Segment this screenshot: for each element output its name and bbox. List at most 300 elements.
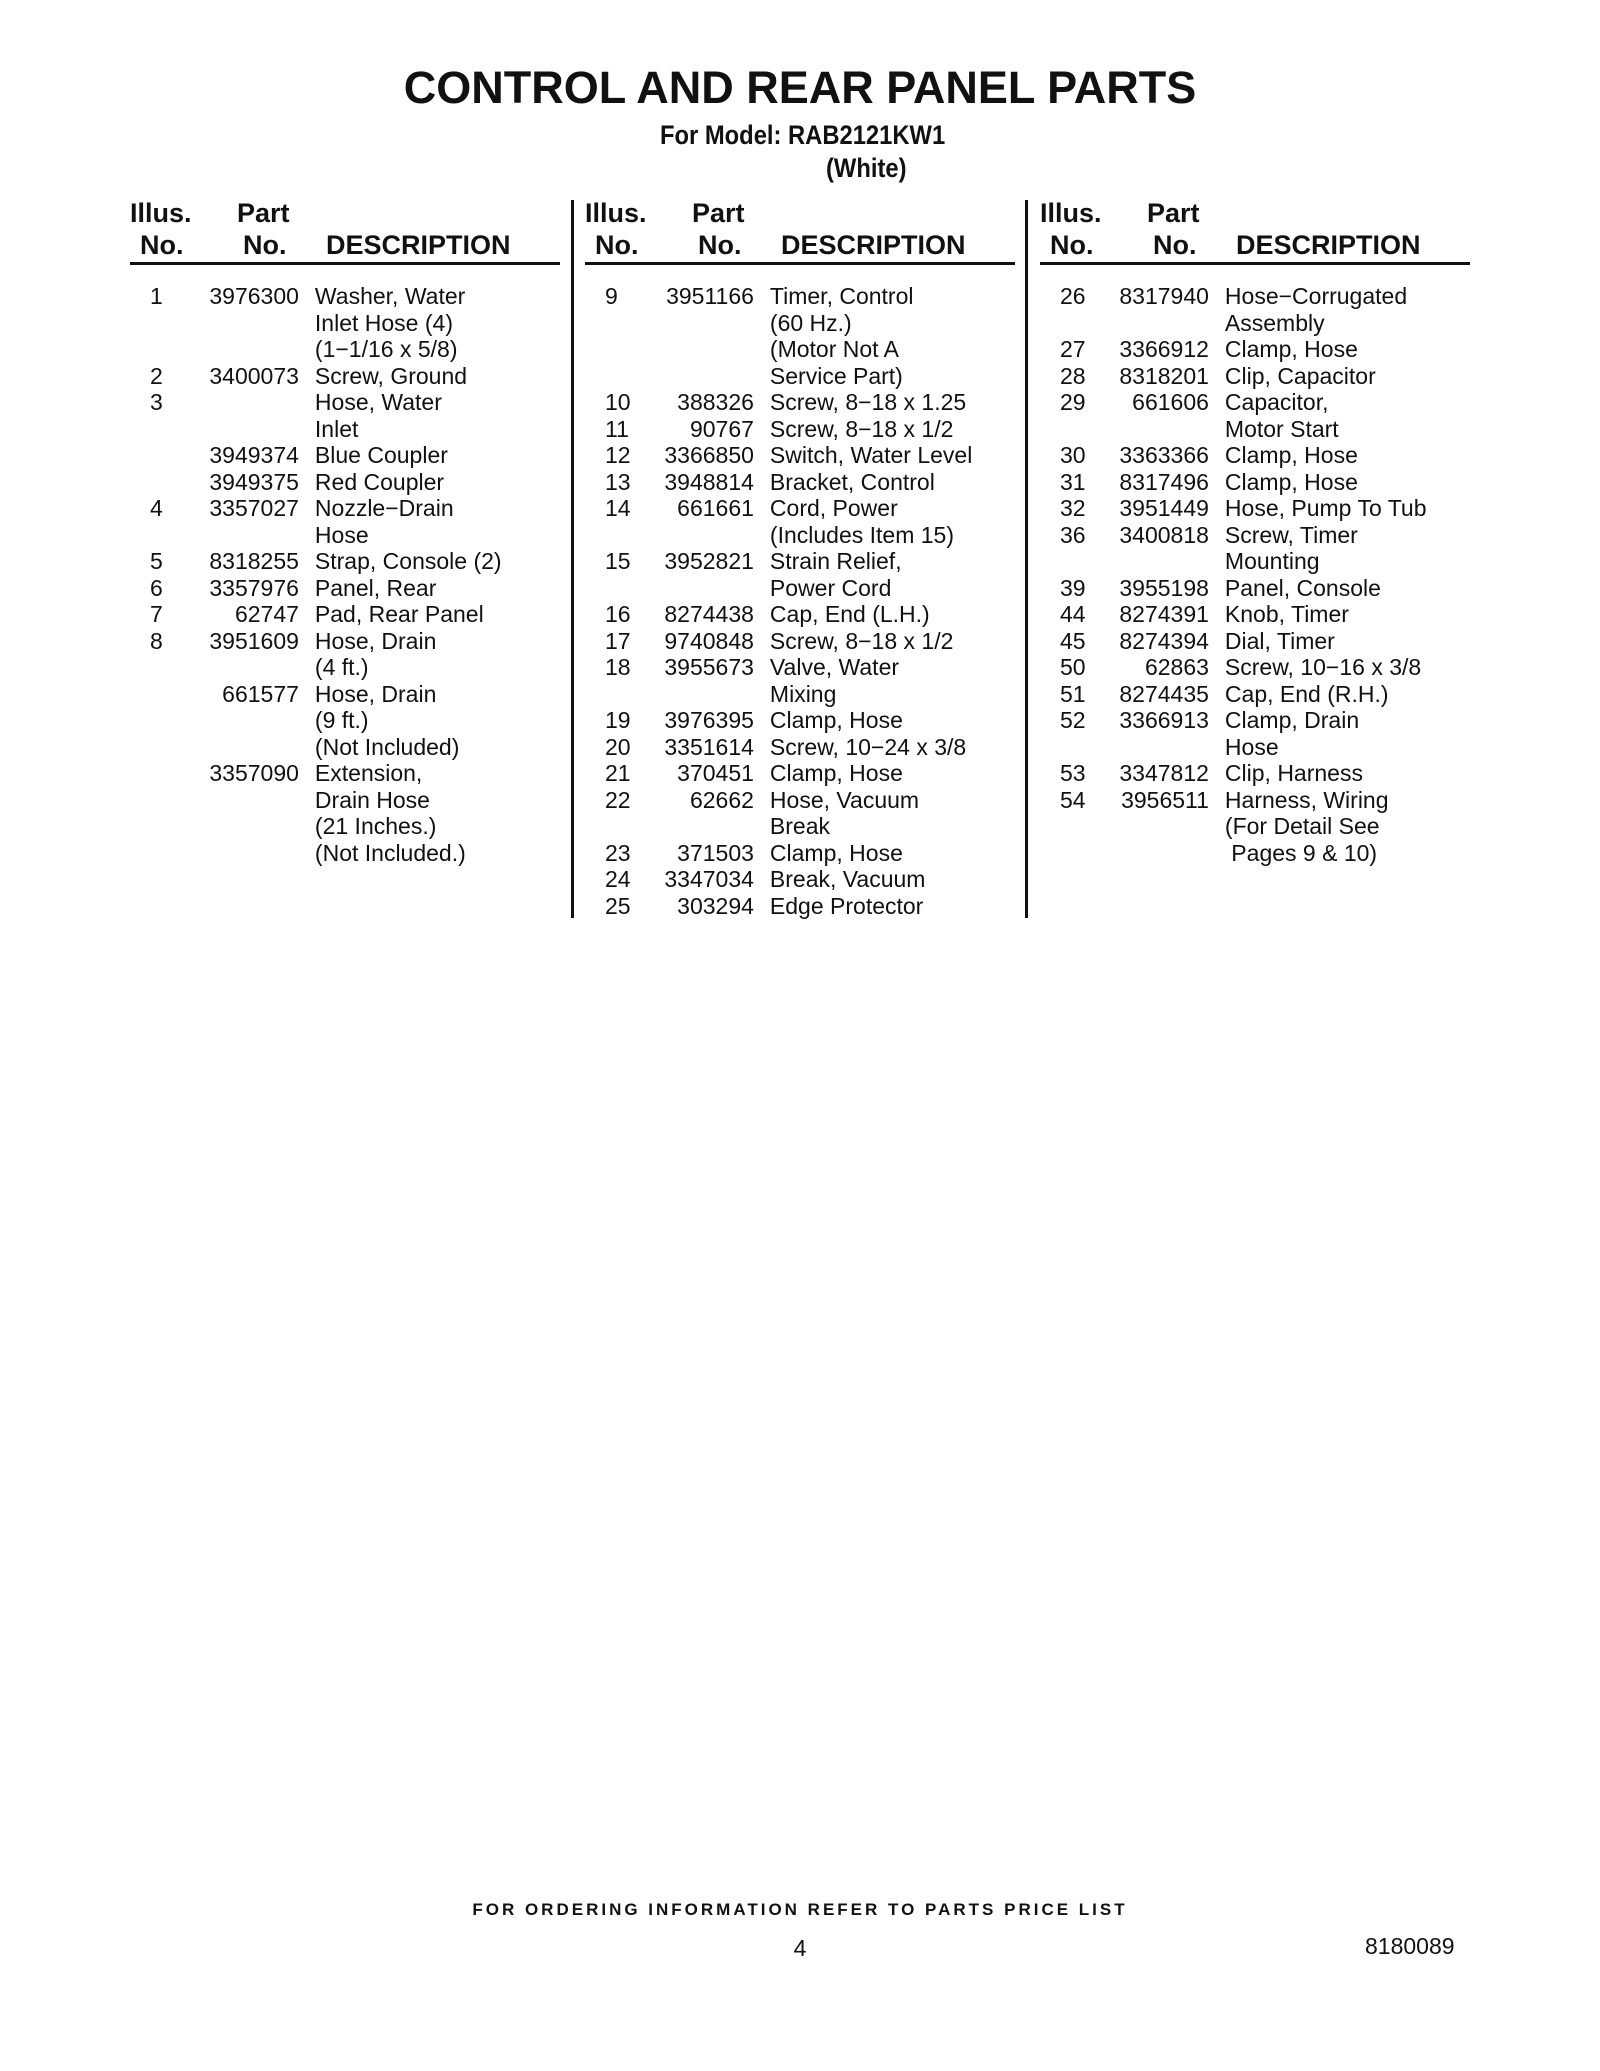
part-description: (21 Inches.) xyxy=(314,813,437,839)
illus-number: 1 xyxy=(150,283,163,309)
illus-number: 31 xyxy=(1060,468,1086,495)
table-row xyxy=(1040,575,1470,602)
part-number: 3976395 xyxy=(664,707,754,733)
illus-number: 2 xyxy=(150,362,163,389)
part-number: 3955198 xyxy=(1119,574,1209,601)
part-number: 62863 xyxy=(1144,654,1209,680)
table-row xyxy=(1040,707,1470,734)
part-number: 8274394 xyxy=(1119,627,1209,654)
part-number: 8317940 xyxy=(1119,283,1209,309)
part-description: Screw, 8−18 x 1/2 xyxy=(769,415,954,442)
part-description: (4 ft.) xyxy=(314,654,369,680)
table-row xyxy=(585,734,1015,761)
illus-number: 50 xyxy=(1060,654,1086,680)
part-number xyxy=(1092,734,1209,761)
illus-number xyxy=(585,336,637,363)
illus-number xyxy=(1040,734,1092,761)
part-number: 3357027 xyxy=(209,495,299,521)
part-description: Assembly xyxy=(1224,309,1325,336)
part-description: Pad, Rear Panel xyxy=(314,601,484,627)
parts-rows xyxy=(585,283,1015,919)
table-row xyxy=(130,336,560,363)
illus-number: 16 xyxy=(605,601,631,627)
part-description: Screw, 10−24 x 3/8 xyxy=(769,733,967,760)
part-number xyxy=(1092,548,1209,575)
part-number: 3949374 xyxy=(209,442,299,468)
part-description: (Not Included.) xyxy=(314,839,466,866)
table-row xyxy=(1040,760,1470,787)
part-number xyxy=(637,681,754,708)
table-row xyxy=(130,628,560,655)
table-row xyxy=(1040,363,1470,390)
part-number xyxy=(637,310,754,337)
part-number: 3955673 xyxy=(664,654,754,680)
illus-header-bottom: No. xyxy=(1050,230,1094,260)
illus-number: 9 xyxy=(605,283,618,309)
table-row xyxy=(585,336,1015,363)
table-row xyxy=(1040,469,1470,496)
illus-number xyxy=(1040,813,1092,840)
table-row xyxy=(585,654,1015,681)
part-number: 3366912 xyxy=(1119,336,1209,362)
table-row xyxy=(130,310,560,337)
part-description: Clip, Capacitor xyxy=(1224,362,1376,389)
table-row xyxy=(1040,548,1470,575)
part-description: Inlet xyxy=(314,415,359,442)
table-row xyxy=(585,760,1015,787)
illus-number: 10 xyxy=(605,389,631,415)
part-description: Service Part) xyxy=(769,362,903,389)
table-row xyxy=(130,548,560,575)
table-row xyxy=(1040,416,1470,443)
part-number xyxy=(182,813,299,840)
table-row xyxy=(585,866,1015,893)
part-number: 371503 xyxy=(677,839,754,866)
part-number: 8318201 xyxy=(1119,362,1209,389)
column-divider xyxy=(571,200,574,918)
part-number: 661661 xyxy=(677,495,754,521)
table-row xyxy=(130,469,560,496)
part-description: Bracket, Control xyxy=(769,468,935,495)
part-description: Inlet Hose (4) xyxy=(314,309,453,336)
table-row xyxy=(1040,522,1470,549)
illus-number xyxy=(1040,416,1092,443)
part-description: Clamp, Hose xyxy=(1224,336,1358,362)
part-header-bottom: No. xyxy=(698,230,742,260)
illus-number xyxy=(130,654,182,681)
part-number xyxy=(182,840,299,867)
part-description: Drain Hose xyxy=(314,786,430,813)
part-description: Break, Vacuum xyxy=(769,866,926,892)
illus-number: 29 xyxy=(1060,389,1086,415)
part-description: Panel, Rear xyxy=(314,574,437,601)
column-header xyxy=(1040,198,1470,262)
part-number xyxy=(182,522,299,549)
part-number xyxy=(182,734,299,761)
part-number xyxy=(637,813,754,840)
part-description: Break xyxy=(769,813,831,839)
part-number: 8318255 xyxy=(209,548,299,574)
illus-header-bottom: No. xyxy=(140,230,184,260)
header-rule xyxy=(585,262,1015,265)
illus-number: 30 xyxy=(1060,442,1086,468)
table-row xyxy=(130,389,560,416)
illus-number: 45 xyxy=(1060,627,1086,654)
illus-number xyxy=(130,442,182,469)
part-description: (1−1/16 x 5/8) xyxy=(314,336,458,362)
part-number: 3948814 xyxy=(664,468,754,495)
part-number: 3347812 xyxy=(1119,760,1209,786)
illus-number: 8 xyxy=(150,627,163,654)
illus-number: 13 xyxy=(605,468,631,495)
table-row xyxy=(130,283,560,310)
part-number xyxy=(637,575,754,602)
illus-number xyxy=(585,813,637,840)
part-number xyxy=(182,416,299,443)
column-header xyxy=(130,198,560,262)
illus-number: 20 xyxy=(605,733,631,760)
part-number: 9740848 xyxy=(664,627,754,654)
table-row xyxy=(1040,310,1470,337)
description-header: DESCRIPTION xyxy=(326,230,511,260)
part-description: Strap, Console (2) xyxy=(314,548,502,574)
table-row xyxy=(585,310,1015,337)
part-number: 62662 xyxy=(689,786,754,813)
illus-number xyxy=(130,681,182,708)
part-description: (Includes Item 15) xyxy=(769,521,955,548)
part-description: Clamp, Hose xyxy=(769,707,903,733)
table-row xyxy=(1040,628,1470,655)
part-number: 3366850 xyxy=(664,442,754,468)
part-description: Clip, Harness xyxy=(1224,760,1363,786)
part-number: 3357090 xyxy=(209,760,299,786)
part-number: 3951449 xyxy=(1119,495,1209,521)
page-number: 4 xyxy=(793,1935,807,1961)
part-description: Mixing xyxy=(769,680,837,707)
illus-number xyxy=(1040,310,1092,337)
table-row xyxy=(585,601,1015,628)
part-description: Clamp, Hose xyxy=(1224,442,1358,468)
table-row xyxy=(585,840,1015,867)
illus-number xyxy=(130,840,182,867)
illus-number: 18 xyxy=(605,654,631,680)
illus-number xyxy=(130,787,182,814)
part-header-top: Part xyxy=(237,198,290,228)
table-row xyxy=(130,813,560,840)
illus-header-top: Illus. xyxy=(130,198,192,228)
header-rule xyxy=(130,262,560,265)
illus-number: 28 xyxy=(1060,362,1086,389)
table-row xyxy=(585,548,1015,575)
part-number xyxy=(637,522,754,549)
part-description: Power Cord xyxy=(769,574,892,601)
illus-number: 51 xyxy=(1060,680,1086,707)
part-number: 62747 xyxy=(234,601,299,627)
part-description: Screw, 8−18 x 1.25 xyxy=(769,389,967,415)
part-description: Clamp, Drain xyxy=(1224,707,1360,733)
illus-number xyxy=(130,734,182,761)
part-description: Blue Coupler xyxy=(314,442,448,468)
part-number: 388326 xyxy=(677,389,754,415)
illus-number: 44 xyxy=(1060,601,1086,627)
part-description: Knob, Timer xyxy=(1224,601,1349,627)
part-description: Harness, Wiring xyxy=(1224,786,1389,813)
table-row xyxy=(585,522,1015,549)
table-row xyxy=(130,707,560,734)
table-row xyxy=(130,760,560,787)
illus-number xyxy=(1040,840,1092,867)
parts-column-3 xyxy=(1040,198,1470,866)
illus-number: 39 xyxy=(1060,574,1086,601)
table-row xyxy=(585,495,1015,522)
table-row xyxy=(130,416,560,443)
illus-number: 3 xyxy=(150,389,163,415)
part-description: Strain Relief, xyxy=(769,548,902,574)
illus-number: 12 xyxy=(605,442,631,468)
part-description: Edge Protector xyxy=(769,892,924,919)
part-description: Clamp, Hose xyxy=(769,760,903,786)
illus-number xyxy=(585,681,637,708)
illus-number xyxy=(130,416,182,443)
part-number: 3951609 xyxy=(209,627,299,654)
part-number: 3976300 xyxy=(209,283,299,309)
part-number: 3951166 xyxy=(666,283,754,309)
illus-number: 6 xyxy=(150,574,163,601)
illus-number xyxy=(585,310,637,337)
part-number: 8274438 xyxy=(664,601,754,627)
part-description: Screw, 10−16 x 3/8 xyxy=(1224,654,1422,680)
part-number: 661606 xyxy=(1132,389,1209,415)
part-number: 8274435 xyxy=(1119,680,1209,707)
table-row xyxy=(130,681,560,708)
table-row xyxy=(585,787,1015,814)
part-description: Washer, Water xyxy=(314,283,466,309)
header-rule xyxy=(1040,262,1470,265)
table-row xyxy=(1040,389,1470,416)
table-row xyxy=(1040,442,1470,469)
part-number xyxy=(182,310,299,337)
table-row xyxy=(1040,336,1470,363)
part-description: Hose, Drain xyxy=(314,627,437,654)
illus-number: 21 xyxy=(605,760,631,786)
table-row xyxy=(585,363,1015,390)
part-number: 3363366 xyxy=(1119,442,1209,468)
illus-header-top: Illus. xyxy=(585,198,647,228)
part-number xyxy=(1092,310,1209,337)
illus-header-bottom: No. xyxy=(595,230,639,260)
column-header xyxy=(585,198,1015,262)
part-description: Hose, Drain xyxy=(314,680,437,707)
part-description: Timer, Control xyxy=(769,283,914,309)
table-row xyxy=(585,893,1015,920)
part-description: (9 ft.) xyxy=(314,707,369,733)
part-description: (60 Hz.) xyxy=(769,309,852,336)
part-description: Cord, Power xyxy=(769,495,898,521)
table-row xyxy=(585,283,1015,310)
part-description: Motor Start xyxy=(1224,415,1339,442)
illus-number: 22 xyxy=(605,786,631,813)
description-header: DESCRIPTION xyxy=(1236,230,1421,260)
table-row xyxy=(130,442,560,469)
part-description: Clamp, Hose xyxy=(769,839,903,866)
part-number xyxy=(1092,416,1209,443)
table-row xyxy=(130,840,560,867)
part-description: Panel, Console xyxy=(1224,574,1381,601)
table-row xyxy=(130,601,560,628)
part-number xyxy=(182,336,299,363)
part-description: Clamp, Hose xyxy=(1224,468,1358,495)
table-row xyxy=(585,469,1015,496)
table-row xyxy=(1040,601,1470,628)
illus-number: 53 xyxy=(1060,760,1086,786)
part-number xyxy=(1092,840,1209,867)
illus-number: 23 xyxy=(605,839,631,866)
part-number: 661577 xyxy=(222,680,299,707)
table-row xyxy=(130,575,560,602)
part-description: Valve, Water xyxy=(769,654,900,680)
part-number: 3952821 xyxy=(664,548,754,574)
illus-number xyxy=(130,336,182,363)
part-number: 90767 xyxy=(689,415,754,442)
illus-number: 15 xyxy=(605,548,631,574)
part-description: Hose, Pump To Tub xyxy=(1224,495,1427,521)
table-row xyxy=(1040,840,1470,867)
part-number: 303294 xyxy=(677,892,754,919)
part-description: Extension, xyxy=(314,760,423,786)
table-row xyxy=(1040,787,1470,814)
table-row xyxy=(130,495,560,522)
part-header-top: Part xyxy=(1147,198,1200,228)
illus-number: 24 xyxy=(605,866,631,892)
illus-number: 5 xyxy=(150,548,163,574)
part-description: Pages 9 & 10) xyxy=(1224,839,1378,866)
illus-number: 4 xyxy=(150,495,163,521)
part-number: 8274391 xyxy=(1119,601,1209,627)
document-number: 8180089 xyxy=(1365,1933,1455,1959)
table-row xyxy=(1040,813,1470,840)
part-description: Hose xyxy=(314,521,369,548)
illus-number xyxy=(585,363,637,390)
part-description: Dial, Timer xyxy=(1224,627,1335,654)
part-description: Cap, End (L.H.) xyxy=(769,601,930,627)
table-row xyxy=(585,813,1015,840)
illus-number: 7 xyxy=(150,601,163,627)
illus-number: 36 xyxy=(1060,521,1086,548)
table-row xyxy=(585,416,1015,443)
model-line: For Model: RAB2121KW1 xyxy=(660,120,946,150)
parts-rows xyxy=(1040,283,1470,866)
part-header-bottom: No. xyxy=(243,230,287,260)
part-number xyxy=(182,389,299,416)
illus-number: 52 xyxy=(1060,707,1086,733)
part-number: 3949375 xyxy=(209,468,299,495)
table-row xyxy=(130,522,560,549)
illus-number: 54 xyxy=(1060,786,1086,813)
table-row xyxy=(130,654,560,681)
part-number: 3347034 xyxy=(664,866,754,892)
part-description: Red Coupler xyxy=(314,468,445,495)
part-number: 3351614 xyxy=(664,733,754,760)
part-description: Capacitor, xyxy=(1224,389,1329,415)
part-number xyxy=(637,363,754,390)
table-row xyxy=(1040,283,1470,310)
part-description: Hose xyxy=(1224,733,1279,760)
illus-number xyxy=(130,760,182,787)
part-number xyxy=(182,787,299,814)
parts-column-2 xyxy=(585,198,1015,919)
part-description: (For Detail See xyxy=(1224,813,1380,839)
part-number xyxy=(1092,813,1209,840)
illus-number xyxy=(585,522,637,549)
illus-number xyxy=(130,813,182,840)
table-row xyxy=(585,442,1015,469)
table-row xyxy=(585,628,1015,655)
illus-number: 11 xyxy=(605,415,629,442)
part-number: 3357976 xyxy=(209,574,299,601)
illus-number xyxy=(130,469,182,496)
part-description: Screw, 8−18 x 1/2 xyxy=(769,627,954,654)
part-description: Cap, End (R.H.) xyxy=(1224,680,1389,707)
illus-number xyxy=(130,522,182,549)
part-description: Mounting xyxy=(1224,548,1320,574)
part-number: 3366913 xyxy=(1119,707,1209,733)
page-title: CONTROL AND REAR PANEL PARTS xyxy=(403,62,1197,113)
part-description: Screw, Timer xyxy=(1224,521,1358,548)
table-row xyxy=(130,363,560,390)
color-line: (White) xyxy=(826,153,907,183)
part-number: 3400818 xyxy=(1119,521,1209,548)
table-row xyxy=(585,681,1015,708)
part-description: Screw, Ground xyxy=(314,362,468,389)
part-description: Hose−Corrugated xyxy=(1224,283,1408,309)
illus-number: 14 xyxy=(605,495,631,521)
part-number xyxy=(182,707,299,734)
table-row xyxy=(585,575,1015,602)
part-description: (Not Included) xyxy=(314,733,460,760)
illus-number: 27 xyxy=(1060,336,1086,362)
illus-number: 25 xyxy=(605,892,631,919)
part-description: Nozzle−Drain xyxy=(314,495,454,521)
parts-column-1 xyxy=(130,198,560,866)
table-row xyxy=(1040,681,1470,708)
parts-rows xyxy=(130,283,560,866)
illus-number xyxy=(1040,548,1092,575)
part-description: Switch, Water Level xyxy=(769,442,973,468)
table-row xyxy=(585,707,1015,734)
illus-number xyxy=(585,575,637,602)
illus-header-top: Illus. xyxy=(1040,198,1102,228)
table-row xyxy=(130,787,560,814)
part-number xyxy=(637,336,754,363)
illus-number xyxy=(130,310,182,337)
illus-number: 19 xyxy=(605,707,631,733)
column-divider xyxy=(1025,200,1028,918)
part-number: 3400073 xyxy=(209,362,299,389)
part-number: 370451 xyxy=(677,760,754,786)
table-row xyxy=(1040,734,1470,761)
part-description: Hose, Water xyxy=(314,389,442,415)
description-header: DESCRIPTION xyxy=(781,230,966,260)
table-row xyxy=(130,734,560,761)
part-number xyxy=(182,654,299,681)
table-row xyxy=(1040,495,1470,522)
table-row xyxy=(1040,654,1470,681)
illus-number: 32 xyxy=(1060,495,1086,521)
table-row xyxy=(585,389,1015,416)
part-header-top: Part xyxy=(692,198,745,228)
ordering-note: FOR ORDERING INFORMATION REFER TO PARTS PRICE LIST xyxy=(472,1900,1128,1919)
illus-number: 26 xyxy=(1060,283,1086,309)
